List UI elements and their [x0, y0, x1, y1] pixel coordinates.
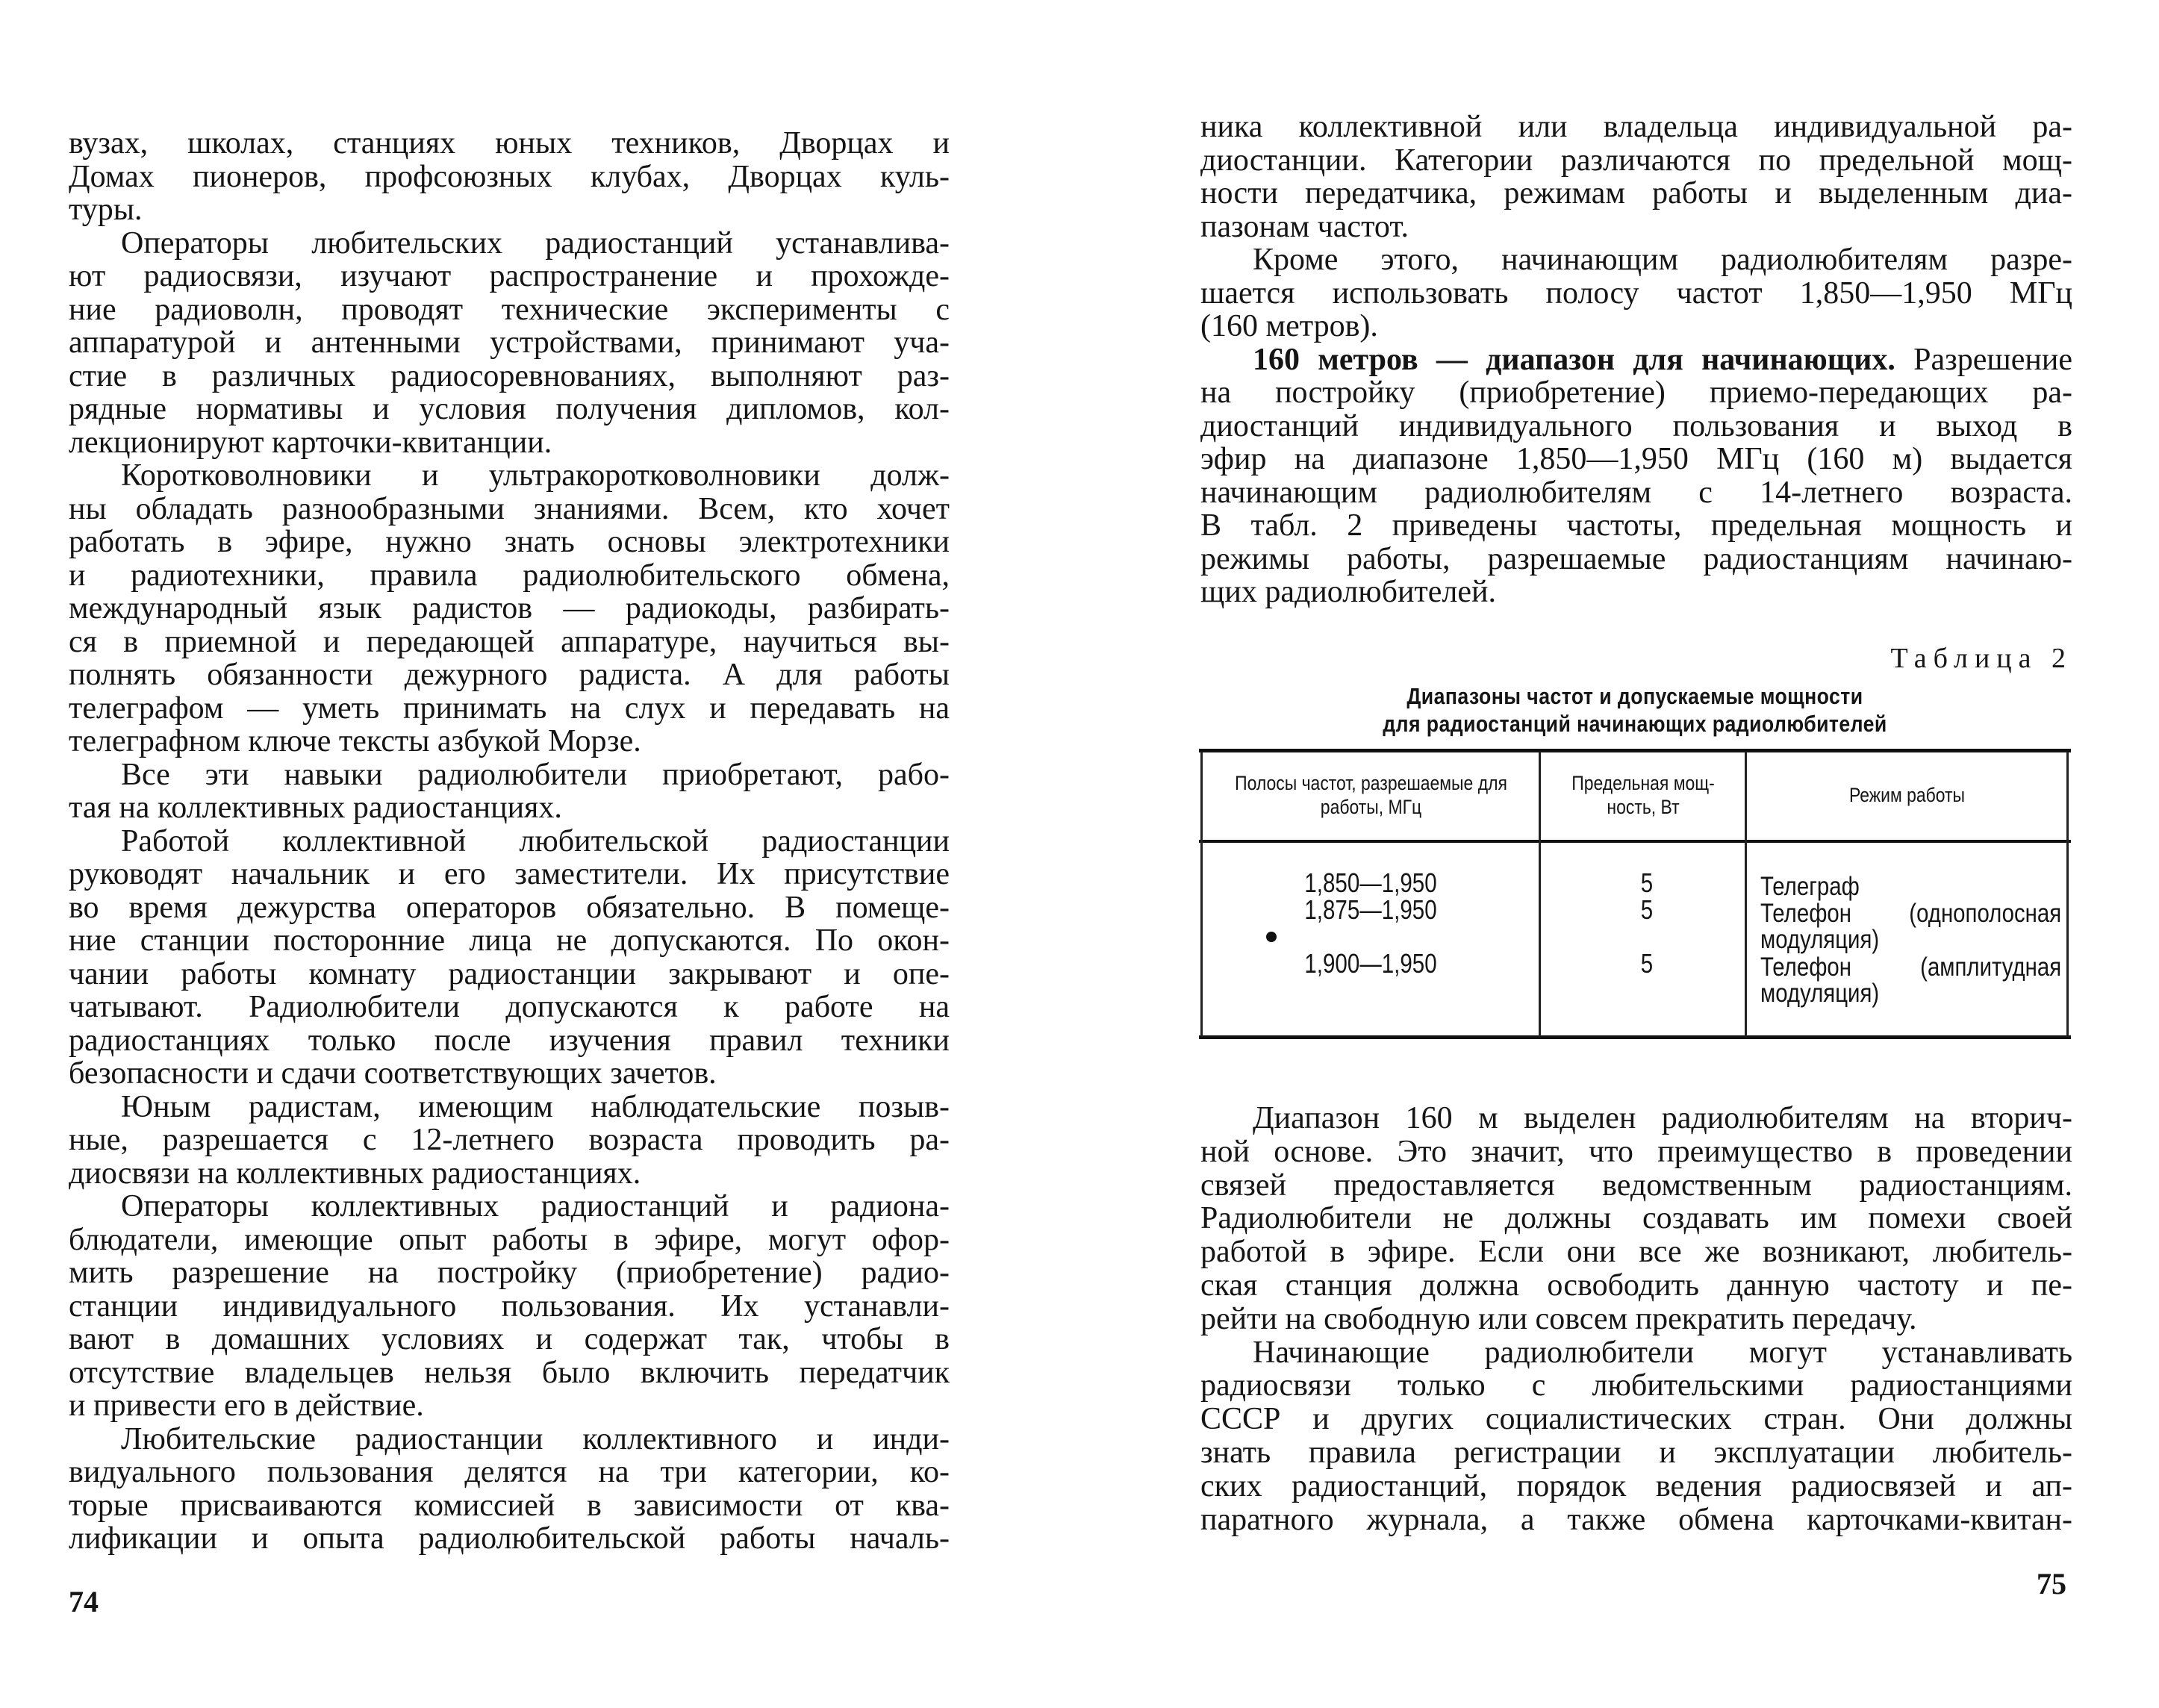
text-line: [1253, 1101, 2072, 1135]
header-frequency-bands: Полосы частот, разрешаемые для работы, МГц: [1235, 772, 1507, 818]
text-line-content: вузах, школах, станциях юных техников, Дворцах и: [69, 126, 950, 160]
text-line: [1200, 143, 2072, 178]
text-line-content: щих радиолюбителей.: [1200, 575, 1497, 609]
text-line: [69, 1223, 950, 1257]
text-line: [69, 1322, 950, 1356]
text-line: [69, 193, 950, 227]
text-line-content: видуального пользования делятся на три категории, ко-: [69, 1455, 950, 1489]
text-line: [1200, 1201, 2072, 1235]
page-number-right: 75: [2037, 1567, 2066, 1601]
text-line-content: отсутствие владельцев нельзя было включить передатчик: [69, 1355, 950, 1390]
text-line: [69, 591, 950, 626]
text-line-content: СССР и других социалистических стран. Они должны: [1200, 1402, 2072, 1437]
text-line-content: тая на коллективных радиостанциях.: [69, 791, 562, 825]
text-line: [69, 426, 950, 460]
text-line: [1200, 575, 2072, 609]
bold-lead-in: 160 метров — диапазон для начинающих.: [1253, 342, 1895, 377]
cell-mode-line: модуляция): [1760, 979, 1880, 1008]
text-line: [121, 226, 950, 261]
text-line-content: телеграфом — уметь принимать на слух и передавать на: [69, 691, 950, 726]
ink-spot: [1266, 932, 1277, 942]
text-line-content: аппаратурой и антенными устройствами, принимают уча-: [69, 325, 950, 360]
text-line-content: чании работы комнату радиостанции закрывают и опе-: [69, 956, 950, 991]
text-line-content: ских радиостанций, порядок ведения радиосвязей и ап-: [1200, 1468, 2072, 1503]
header-mode: Режим работы: [1848, 784, 1966, 806]
text-line: [1200, 1135, 2072, 1169]
text-line-content: пазонам частот.: [1200, 209, 1409, 244]
text-line: [69, 1356, 950, 1390]
text-line: [1200, 1235, 2072, 1269]
text-line-content: безопасности и сдачи соответствующих зачетов.: [69, 1056, 717, 1091]
text-line: [69, 957, 950, 991]
text-line: [1200, 1503, 2072, 1537]
text-line-content: стие в различных радиосоревнованиях, выполняют раз-: [69, 358, 950, 393]
text-line-content: ют радиосвязи, изучают распространение и прохожде-: [69, 259, 950, 293]
cell-frequency-band: 1,900—1,950: [1304, 948, 1437, 979]
text-line-content: Работой коллективной любительской радиостанции: [121, 823, 950, 858]
text-line-content: ности передатчика, режимам работы и выделенным диа-: [1200, 176, 2072, 211]
text-line-content: Коротковолновики и ультракоротковолновики долж-: [121, 458, 950, 493]
text-line-content: ся в приемной и передающей аппаратуре, научиться вы-: [69, 624, 950, 659]
text-line-content: во время дежурства операторов обязательно. В помеще-: [69, 890, 950, 925]
text-line: [1200, 1168, 2072, 1203]
text-line: [1200, 476, 2072, 510]
text-line: [69, 625, 950, 659]
cell-mode-line: Телеграф: [1760, 872, 1860, 901]
text-line: [69, 1256, 950, 1290]
text-line-content: начинающим радиолюбителям с 14-летнего возраста.: [1200, 475, 2072, 510]
text-line: [1200, 442, 2072, 476]
cell-mode: [1760, 900, 2061, 953]
text-line-content: Разрешение: [1895, 342, 2072, 377]
text-line-content: шается использовать полосу частот 1,850—1,950 МГц: [1200, 275, 2072, 311]
text-line: [1200, 1469, 2072, 1503]
text-line-content: вают в домашних условиях и содержат так, чтобы в: [69, 1322, 950, 1356]
text-line: [69, 990, 950, 1024]
text-line-content: Операторы коллективных радиостанций и радиона-: [121, 1189, 950, 1224]
table-border-right: [2066, 752, 2069, 1037]
text-line-content: Домах пионеров, профсоюзных клубах, Дворцах куль-: [69, 159, 950, 194]
text-line: [69, 126, 950, 160]
cell-mode-line: модуляция): [1760, 925, 1880, 954]
text-line: [1200, 409, 2072, 443]
text-line-content: телеграфном ключе тексты азбукой Морзе.: [69, 724, 641, 758]
text-line: [69, 1388, 950, 1423]
cell-max-power: 5: [1640, 867, 1654, 898]
text-line-content: В табл. 2 приведены частоты, предельная мощность и: [1200, 508, 2072, 543]
text-line-content: блюдатели, имеющие опыт работы в эфире, могут офор-: [69, 1222, 950, 1257]
text-line-content: и радиотехники, правила радиолюбительского обмена,: [69, 558, 950, 593]
text-line: [1200, 1436, 2072, 1470]
text-line: [1253, 1335, 2072, 1370]
text-line: [121, 458, 950, 493]
text-line-content: работать в эфире, нужно знать основы электротехники: [69, 525, 950, 559]
table-divider-1: [1539, 752, 1541, 1037]
text-line: [1200, 1268, 2072, 1303]
text-line-content: эфир на диапазоне 1,850—1,950 МГц (160 м) выдается: [1200, 442, 2072, 476]
text-line-content: Начинающие радиолюбители могут устанавливать: [1253, 1335, 2072, 1370]
text-line: [69, 1056, 950, 1091]
text-line: [1200, 176, 2072, 211]
text-line-content: паратного журнала, а также обмена карточками-квитан-: [1200, 1502, 2072, 1537]
cell-mode: [1760, 873, 2061, 900]
table-caption-line-2: для радиостанций начинающих радиолюбителей: [1383, 711, 1887, 737]
text-line: [1200, 1302, 2072, 1336]
cell-mode-line: Телефон (амплитудная: [1760, 953, 2062, 982]
text-line: [1200, 542, 2072, 576]
page-number-left: 74: [69, 1585, 99, 1618]
text-line-content: туры.: [69, 193, 143, 227]
text-line-content: полнять обязанности дежурного радиста. А для работы: [69, 658, 950, 692]
text-line-content: Юным радистам, имеющим наблюдательские позыв-: [121, 1089, 950, 1124]
text-line-content: международный язык радистов — радиокоды, разбирать-: [69, 591, 950, 626]
table-bottom-rule: [1199, 1035, 2071, 1039]
text-line: [1200, 276, 2072, 311]
text-line: [69, 392, 950, 426]
text-line: [69, 891, 950, 925]
text-line-content: Любительские радиостанции коллективного и инди-: [121, 1421, 950, 1456]
text-line: [1200, 1368, 2072, 1403]
cell-frequency-band: 1,875—1,950: [1304, 894, 1437, 925]
text-line-content: лекционируют карточки-квитанции.: [69, 425, 552, 460]
cell-mode-line: Телефон (однополосная: [1760, 899, 2062, 928]
text-line: [121, 1189, 950, 1224]
text-line: [69, 1123, 950, 1157]
text-line-content: диостанций индивидуального пользования и выход в: [1200, 408, 2072, 443]
text-line: [69, 492, 950, 526]
text-line-content: радиосвязи только с любительскими радиостанциями: [1200, 1368, 2072, 1403]
cell-max-power: 5: [1640, 948, 1654, 979]
text-line: [121, 758, 950, 792]
text-line: [69, 1455, 950, 1489]
text-line-content: знать правила регистрации и эксплуатации любитель-: [1200, 1436, 2072, 1470]
text-line: [69, 1023, 950, 1058]
text-line: [69, 160, 950, 194]
text-line: [69, 1289, 950, 1324]
text-line: [1253, 243, 2072, 277]
cell-max-power: 5: [1640, 894, 1654, 925]
table-number-label: Таблица 2: [1890, 643, 2072, 674]
text-line: [69, 1156, 950, 1191]
text-line-content: Все эти навыки радиолюбители приобретают, рабо-: [121, 757, 950, 792]
text-line: [1200, 210, 2072, 244]
text-line: [121, 824, 950, 858]
cell-frequency-band: 1,850—1,950: [1304, 867, 1437, 898]
text-line-content: связей предоставляется ведомственным радиостанциям.: [1200, 1168, 2072, 1203]
text-line: [1200, 309, 2072, 343]
text-line-content: мить разрешение на постройку (приобретение) радио-: [69, 1256, 950, 1290]
text-line: [69, 691, 950, 726]
text-line-content: на постройку (приобретение) приемо-передающих ра-: [1200, 375, 2072, 410]
text-line-content: работой в эфире. Если они все же возникают, любитель-: [1200, 1235, 2072, 1270]
text-line: [69, 724, 950, 758]
text-line: [1200, 1402, 2072, 1436]
text-line-content: рейти на свободную или совсем прекратить передачу.: [1200, 1301, 1917, 1336]
text-line-content: диосвязи на коллективных радиостанциях.: [69, 1156, 641, 1191]
text-line-content: (160 метров).: [1200, 309, 1378, 343]
text-line-content: диостанции. Категории различаются по предельной мощ-: [1200, 143, 2072, 178]
text-line-content: Операторы любительских радиостанций устанавлива-: [121, 225, 950, 261]
text-line-content: ной основе. Это значит, что преимущество в проведении: [1200, 1134, 2072, 1169]
text-line: [69, 359, 950, 393]
text-line: [69, 259, 950, 293]
table-top-rule: [1199, 749, 2071, 752]
text-line-content: ника коллективной или владельца индивидуальной ра-: [1200, 110, 2072, 144]
text-line-content: ние станции посторонние лица не допускаются. По окон-: [69, 923, 950, 958]
text-line: [1253, 343, 2072, 377]
text-line: [69, 525, 950, 559]
text-line: [69, 325, 950, 360]
text-line-content: ные, разрешается с 12-летнего возраста проводить ра-: [69, 1123, 950, 1157]
text-line: [1200, 375, 2072, 410]
frequency-table: [1199, 749, 2071, 1040]
text-line: [69, 293, 950, 327]
cell-mode: [1760, 954, 2061, 1006]
text-line-content: станции индивидуального пользования. Их устанавли-: [69, 1288, 950, 1324]
text-line: [69, 658, 950, 692]
text-line-content: Кроме этого, начинающим радиолюбителям разре-: [1253, 243, 2072, 277]
table-header-rule: [1199, 840, 2071, 843]
text-line: [69, 558, 950, 593]
table-caption-line-1: Диапазоны частот и допускаемые мощности: [1406, 683, 1863, 709]
text-line-content: ние радиоволн, проводят технические эксперименты с: [69, 292, 950, 327]
text-line-content: рядные нормативы и условия получения дипломов, кол-: [69, 392, 950, 426]
text-line-content: и привести его в действие.: [69, 1388, 424, 1423]
text-line: [1200, 110, 2072, 144]
text-line-content: лификации и опыта радиолюбительской работы началь-: [69, 1521, 950, 1556]
text-line: [121, 1090, 950, 1124]
header-max-power: Предельная мощ-ность, Вт: [1571, 772, 1715, 818]
text-line-content: чатывают. Радиолюбители допускаются к работе на: [69, 990, 950, 1024]
text-line-content: Радиолюбители не должны создавать им помехи своей: [1200, 1201, 2072, 1236]
text-line: [69, 791, 950, 825]
text-line-content: Диапазон 160 м выделен радиолюбителям на вторич-: [1253, 1101, 2072, 1135]
text-line-content: радиостанциях только после изучения правил техники: [69, 1023, 950, 1058]
table-border-left: [1200, 752, 1203, 1037]
text-line-content: ская станция должна освободить данную частоту и пе-: [1200, 1268, 2072, 1303]
text-line: [1200, 508, 2072, 543]
text-line: [69, 923, 950, 958]
text-line: [69, 1489, 950, 1523]
table-divider-2: [1745, 752, 1747, 1037]
text-line-content: режимы работы, разрешаемые радиостанциям начинаю-: [1200, 541, 2072, 576]
text-line: [69, 857, 950, 891]
text-line-content: руководят начальник и его заместители. Их присутствие: [69, 857, 950, 891]
text-line: [69, 1521, 950, 1556]
text-line: [121, 1422, 950, 1456]
text-line-content: ны обладать разнообразными знаниями. Всем, кто хочет: [69, 491, 950, 526]
text-line-content: торые присваиваются комиссией в зависимости от ква-: [69, 1488, 950, 1523]
